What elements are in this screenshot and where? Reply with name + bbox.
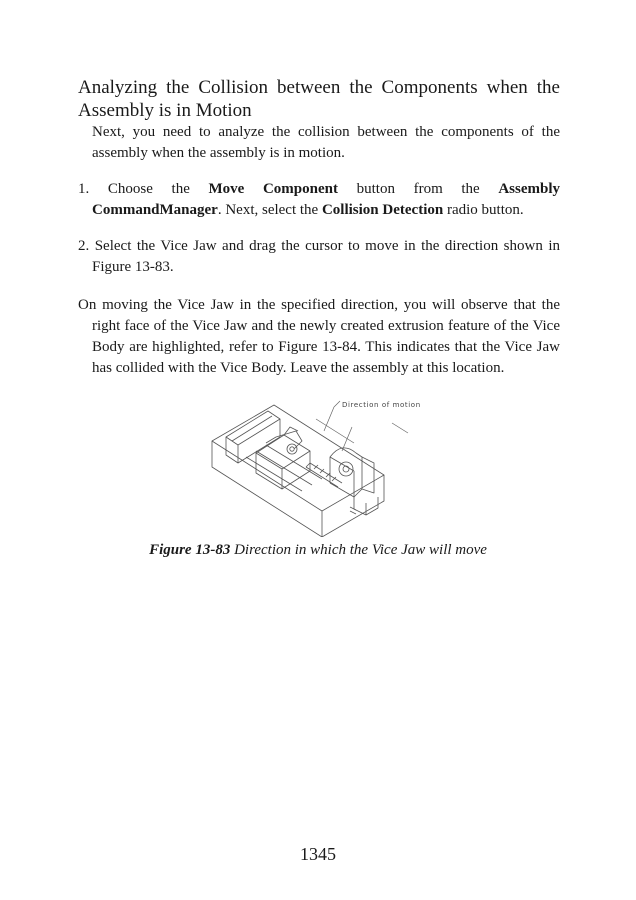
- page-number: 1345: [300, 844, 336, 864]
- figure-caption-text: Direction in which the Vice Jaw will move: [230, 542, 487, 558]
- intro-paragraph: Next, you need to analyze the collision between the components of the assembly when the assembly is in motion.: [92, 124, 560, 161]
- vice-assembly-figure: [206, 397, 422, 537]
- assembly-commandmanager-term: Assembly CommandManager: [92, 181, 561, 218]
- collision-detection-term: Collision Detection: [321, 202, 444, 218]
- figure-caption-number: Figure 13-83: [149, 542, 231, 558]
- figure-caption: [0, 540, 636, 560]
- step-1-mid-1: button from the: [337, 181, 499, 197]
- vice-assembly-drawing: [206, 397, 422, 537]
- step-2-paragraph: 2. Select the Vice Jaw and drag the cursor to move in the direction shown in Figure 13-83.: [78, 238, 560, 275]
- step-1-paragraph: [78, 179, 560, 221]
- observation-paragraph: On moving the Vice Jaw in the specified direction, you will observe that the right face of the Vice Jaw and the newly created extrusion feature of the Vice Body are highlighted, refer to Figure 13-84. This indicates that the Vice Jaw has collided with the Vice Body. Leave the assembly at this location.: [78, 297, 560, 376]
- move-component-term: Move Component: [208, 181, 338, 197]
- figure-direction-label: Direction of motion: [342, 401, 421, 409]
- step-1-mid-2: . Next, select the: [217, 202, 322, 218]
- step-1-suffix: radio button.: [443, 202, 524, 218]
- section-heading: Analyzing the Collision between the Components when the Assembly is in Motion: [78, 77, 560, 121]
- step-1-prefix: 1. Choose the: [78, 181, 209, 197]
